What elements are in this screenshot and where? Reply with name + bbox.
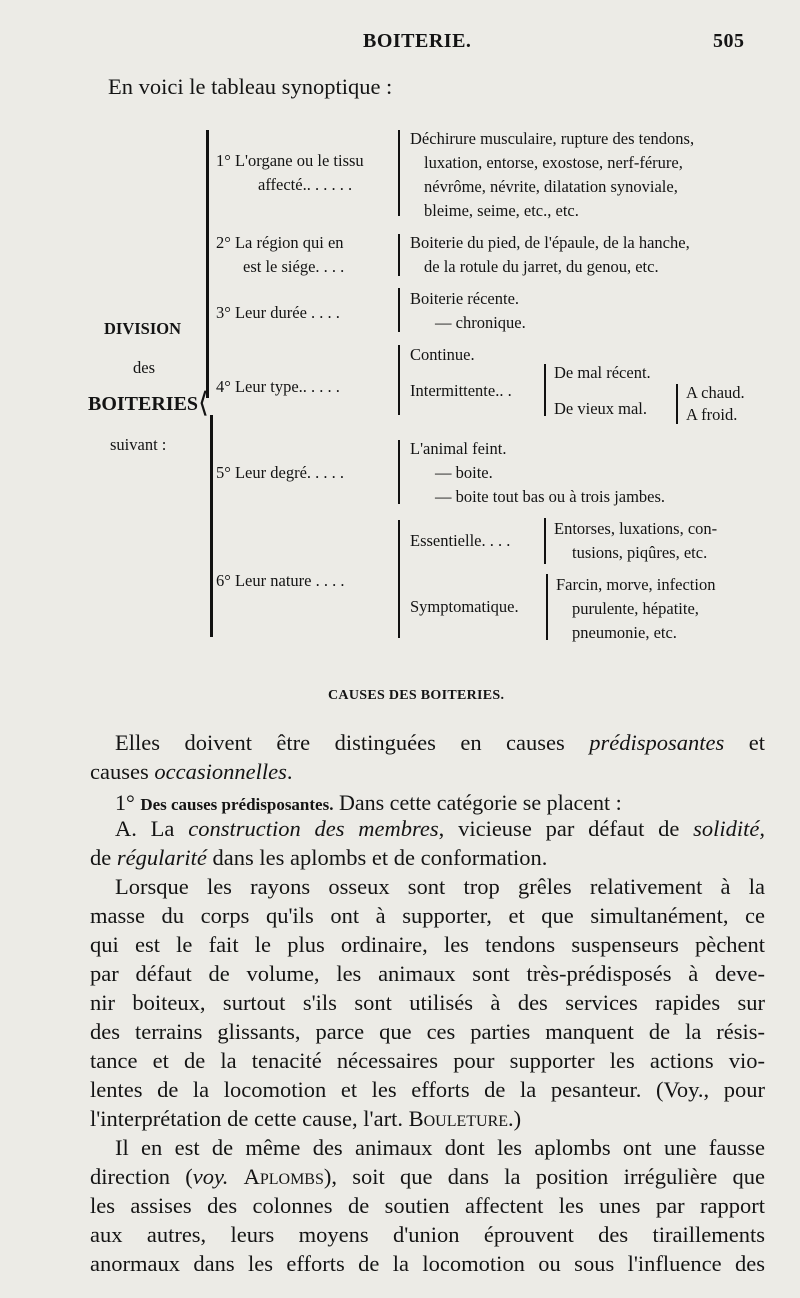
row6-group1-item1: Entorses, luxations, con-	[554, 519, 718, 538]
p1-line2: causes occasionnelles.	[90, 759, 293, 784]
row6-group1-label: Essentielle. . . .	[410, 531, 511, 550]
row6-brace	[398, 520, 400, 638]
main-brace-tip: ⟨	[198, 388, 209, 419]
row3-right-1: Boiterie récente.	[410, 289, 520, 308]
p4-line9: l'interprétation de cette cause, l'art. Bouleture.)	[90, 1106, 522, 1131]
row2-right-1: Boiterie du pied, de l'épaule, de la hanche,	[410, 233, 690, 252]
p5-line4: aux autres, leurs moyens d'union éprouvent des tiraillements	[90, 1222, 765, 1247]
row5-right-2: — boite.	[435, 463, 493, 482]
p5-line2: direction (voy. Aplombs), soit que dans la position irrégulière que	[90, 1164, 766, 1189]
row4-brace	[398, 345, 400, 415]
p3-line2: de régularité dans les aplombs et de conformation.	[90, 845, 548, 870]
section-title: CAUSES DES BOITERIES.	[328, 688, 505, 703]
row1-right-3: névrôme, névrite, dilatation synoviale,	[424, 177, 678, 196]
row6-group2-item3: pneumonie, etc.	[572, 623, 677, 642]
p4-line1: Lorsque les rayons osseux sont trop grêles relativement à la	[115, 874, 765, 899]
p2-line1: 1° Des causes prédisposantes. Dans cette catégorie se placent :	[115, 790, 622, 815]
row4-subsub-1: A chaud.	[686, 383, 745, 402]
row4-sub-brace	[544, 364, 546, 416]
row4-right-1: Continue.	[410, 345, 475, 364]
p4-line2: masse du corps qu'ils ont à supporter, et que simultanément, ce	[90, 903, 765, 928]
p4-line4: par défaut de volume, les animaux sont très-prédisposés à deve-	[90, 961, 765, 986]
row4-subsub-2: A froid.	[686, 405, 738, 424]
row4-sub-2: De vieux mal.	[554, 399, 648, 418]
row2-brace	[398, 234, 400, 276]
row6-group2-brace	[546, 574, 548, 640]
division-label-1: DIVISION	[104, 319, 182, 338]
p4-line6: des terrains glissants, parce que ces parties manquent de la résis-	[90, 1019, 765, 1044]
division-label-2: des	[133, 358, 155, 377]
row1-brace	[398, 130, 400, 216]
division-label-3: BOITERIES	[88, 393, 199, 415]
row5-right-1: L'animal feint.	[410, 439, 507, 458]
row4-right-2: Intermittente.. .	[410, 381, 512, 400]
p1-line1: Elles doivent être distinguées en causes prédisposantes et	[115, 730, 765, 755]
p3-line1: A. La construction des membres, vicieuse par défaut de solidité,	[115, 816, 766, 841]
row1-right-4: bleime, seime, etc., etc.	[424, 201, 579, 220]
row4-subsub-brace	[676, 384, 678, 424]
intro-line: En voici le tableau synoptique :	[108, 74, 393, 99]
division-label-4: suivant :	[110, 435, 167, 454]
row1-right-2: luxation, entorse, exostose, nerf-férure,	[424, 153, 683, 172]
row5-brace	[398, 440, 400, 504]
row3-left-1: 3° Leur durée . . . .	[216, 303, 340, 322]
row4-left-1: 4° Leur type.. . . . .	[216, 377, 340, 396]
p5-line1: Il en est de même des animaux dont les aplombs ont une fausse	[115, 1135, 765, 1160]
row2-left-1: 2° La région qui en	[216, 233, 344, 252]
row6-group2-item2: purulente, hépatite,	[572, 599, 699, 618]
row6-group1-item2: tusions, piqûres, etc.	[572, 543, 708, 562]
row6-group2-item1: Farcin, morve, infection	[556, 575, 716, 594]
row1-left-2: affecté.. . . . . .	[258, 175, 353, 194]
p4-line5: nir boiteux, surtout s'ils sont utilisés à des services rapides sur	[90, 990, 765, 1015]
row2-right-2: de la rotule du jarret, du genou, etc.	[424, 257, 659, 276]
row5-left-1: 5° Leur degré. . . . .	[216, 463, 345, 482]
main-brace-bottom	[210, 415, 213, 637]
p4-line8: lentes de la locomotion et les efforts de la pesanteur. (Voy., pour	[90, 1077, 765, 1102]
p4-line3: qui est le fait le plus ordinaire, les tendons suspenseurs pèchent	[90, 932, 765, 957]
row6-group1-brace	[544, 518, 546, 564]
row3-right-2: — chronique.	[435, 313, 526, 332]
row4-sub-1: De mal récent.	[554, 363, 651, 382]
p5-line5: anormaux dans les efforts de la locomotion ou sous l'influence des	[90, 1251, 765, 1276]
row3-brace	[398, 288, 400, 332]
p4-line7: tance et de la tenacité nécessaires pour supporter les actions vio-	[90, 1048, 765, 1073]
row2-left-2: est le siége. . . .	[243, 257, 345, 276]
row5-right-3: — boite tout bas ou à trois jambes.	[435, 487, 666, 506]
row6-left-1: 6° Leur nature . . . .	[216, 571, 345, 590]
row1-right-1: Déchirure musculaire, rupture des tendons,	[410, 129, 695, 148]
p5-line3: les assises des colonnes de soutien affectent les unes par rapport	[90, 1193, 765, 1218]
page-number: 505	[713, 30, 745, 52]
row1-left-1: 1° L'organe ou le tissu	[216, 151, 364, 170]
row6-group2-label: Symptomatique.	[410, 597, 519, 616]
main-brace-top	[206, 130, 209, 398]
running-header: BOITERIE.	[363, 30, 472, 52]
